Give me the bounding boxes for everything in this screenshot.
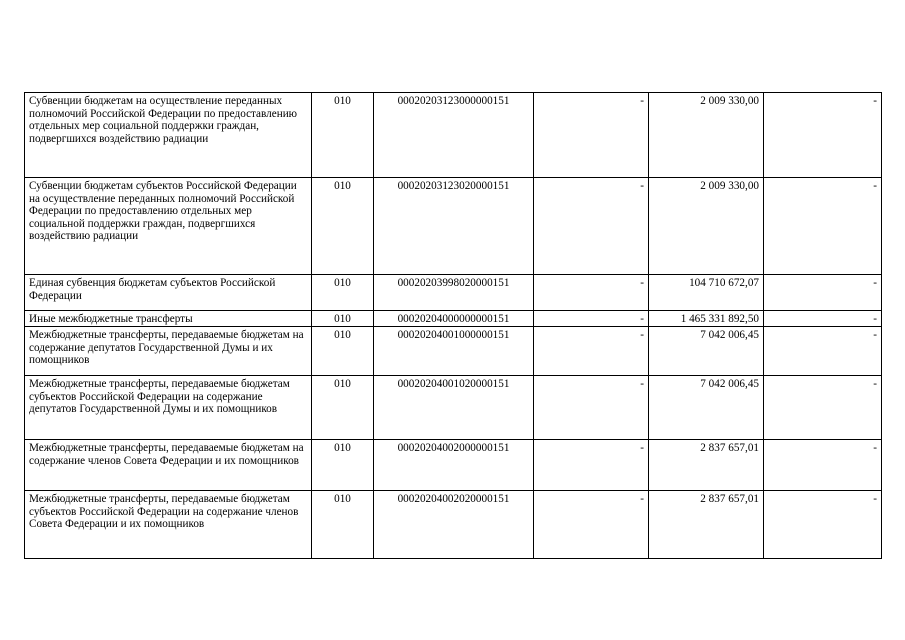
table-row xyxy=(25,311,882,327)
value-cell-col4: - xyxy=(534,178,649,275)
admin-code-cell: 010 xyxy=(312,93,374,178)
value-cell-col5: 2 009 330,00 xyxy=(649,178,764,275)
kbk-code-cell: 00020204001020000151 xyxy=(374,376,534,440)
document-page xyxy=(24,92,881,559)
value-cell-col6: - xyxy=(764,93,882,178)
row-name-cell: Субвенции бюджетам на осуществление переданных полномочий Российской Федерации по предоставлению отдельных мер социальной поддержки граждан, подвергшихся воздействию радиации xyxy=(25,93,312,178)
admin-code-cell: 010 xyxy=(312,440,374,491)
row-name-cell: Межбюджетные трансферты, передаваемые бюджетам субъектов Российской Федерации на содержание членов Совета Федерации и их помощников xyxy=(25,491,312,559)
value-cell-col4: - xyxy=(534,440,649,491)
value-cell-col6: - xyxy=(764,178,882,275)
value-cell-col4: - xyxy=(534,491,649,559)
value-cell-col5: 7 042 006,45 xyxy=(649,376,764,440)
table-row xyxy=(25,327,882,376)
kbk-code-cell: 00020204000000000151 xyxy=(374,311,534,327)
value-cell-col6: - xyxy=(764,327,882,376)
value-cell-col6: - xyxy=(764,440,882,491)
value-cell-col4: - xyxy=(534,275,649,311)
kbk-code-cell: 00020204002000000151 xyxy=(374,440,534,491)
kbk-code-cell: 00020203123020000151 xyxy=(374,178,534,275)
kbk-code-cell: 00020203998020000151 xyxy=(374,275,534,311)
value-cell-col5: 2 837 657,01 xyxy=(649,440,764,491)
kbk-code-cell: 00020204002020000151 xyxy=(374,491,534,559)
table-row xyxy=(25,440,882,491)
table-row xyxy=(25,178,882,275)
table-row xyxy=(25,275,882,311)
value-cell-col4: - xyxy=(534,376,649,440)
admin-code-cell: 010 xyxy=(312,311,374,327)
row-name-cell: Иные межбюджетные трансферты xyxy=(25,311,312,327)
value-cell-col4: - xyxy=(534,93,649,178)
value-cell-col6: - xyxy=(764,275,882,311)
value-cell-col4: - xyxy=(534,311,649,327)
budget-table xyxy=(24,92,882,559)
admin-code-cell: 010 xyxy=(312,376,374,440)
row-name-cell: Межбюджетные трансферты, передаваемые бюджетам субъектов Российской Федерации на содержание депутатов Государственной Думы и их помощников xyxy=(25,376,312,440)
admin-code-cell: 010 xyxy=(312,178,374,275)
row-name-cell: Единая субвенция бюджетам субъектов Российской Федерации xyxy=(25,275,312,311)
value-cell-col5: 1 465 331 892,50 xyxy=(649,311,764,327)
kbk-code-cell: 00020203123000000151 xyxy=(374,93,534,178)
table-row xyxy=(25,93,882,178)
value-cell-col5: 104 710 672,07 xyxy=(649,275,764,311)
value-cell-col5: 7 042 006,45 xyxy=(649,327,764,376)
value-cell-col5: 2 837 657,01 xyxy=(649,491,764,559)
value-cell-col4: - xyxy=(534,327,649,376)
admin-code-cell: 010 xyxy=(312,327,374,376)
kbk-code-cell: 00020204001000000151 xyxy=(374,327,534,376)
table-row xyxy=(25,376,882,440)
value-cell-col6: - xyxy=(764,376,882,440)
admin-code-cell: 010 xyxy=(312,491,374,559)
row-name-cell: Субвенции бюджетам субъектов Российской Федерации на осуществление переданных полномочий Российской Федерации по предоставлению отдельных мер социальной поддержки граждан, подвергшихся воздействию радиации xyxy=(25,178,312,275)
row-name-cell: Межбюджетные трансферты, передаваемые бюджетам на содержание депутатов Государственной Думы и их помощников xyxy=(25,327,312,376)
value-cell-col6: - xyxy=(764,311,882,327)
value-cell-col5: 2 009 330,00 xyxy=(649,93,764,178)
table-row xyxy=(25,491,882,559)
value-cell-col6: - xyxy=(764,491,882,559)
admin-code-cell: 010 xyxy=(312,275,374,311)
row-name-cell: Межбюджетные трансферты, передаваемые бюджетам на содержание членов Совета Федерации и их помощников xyxy=(25,440,312,491)
